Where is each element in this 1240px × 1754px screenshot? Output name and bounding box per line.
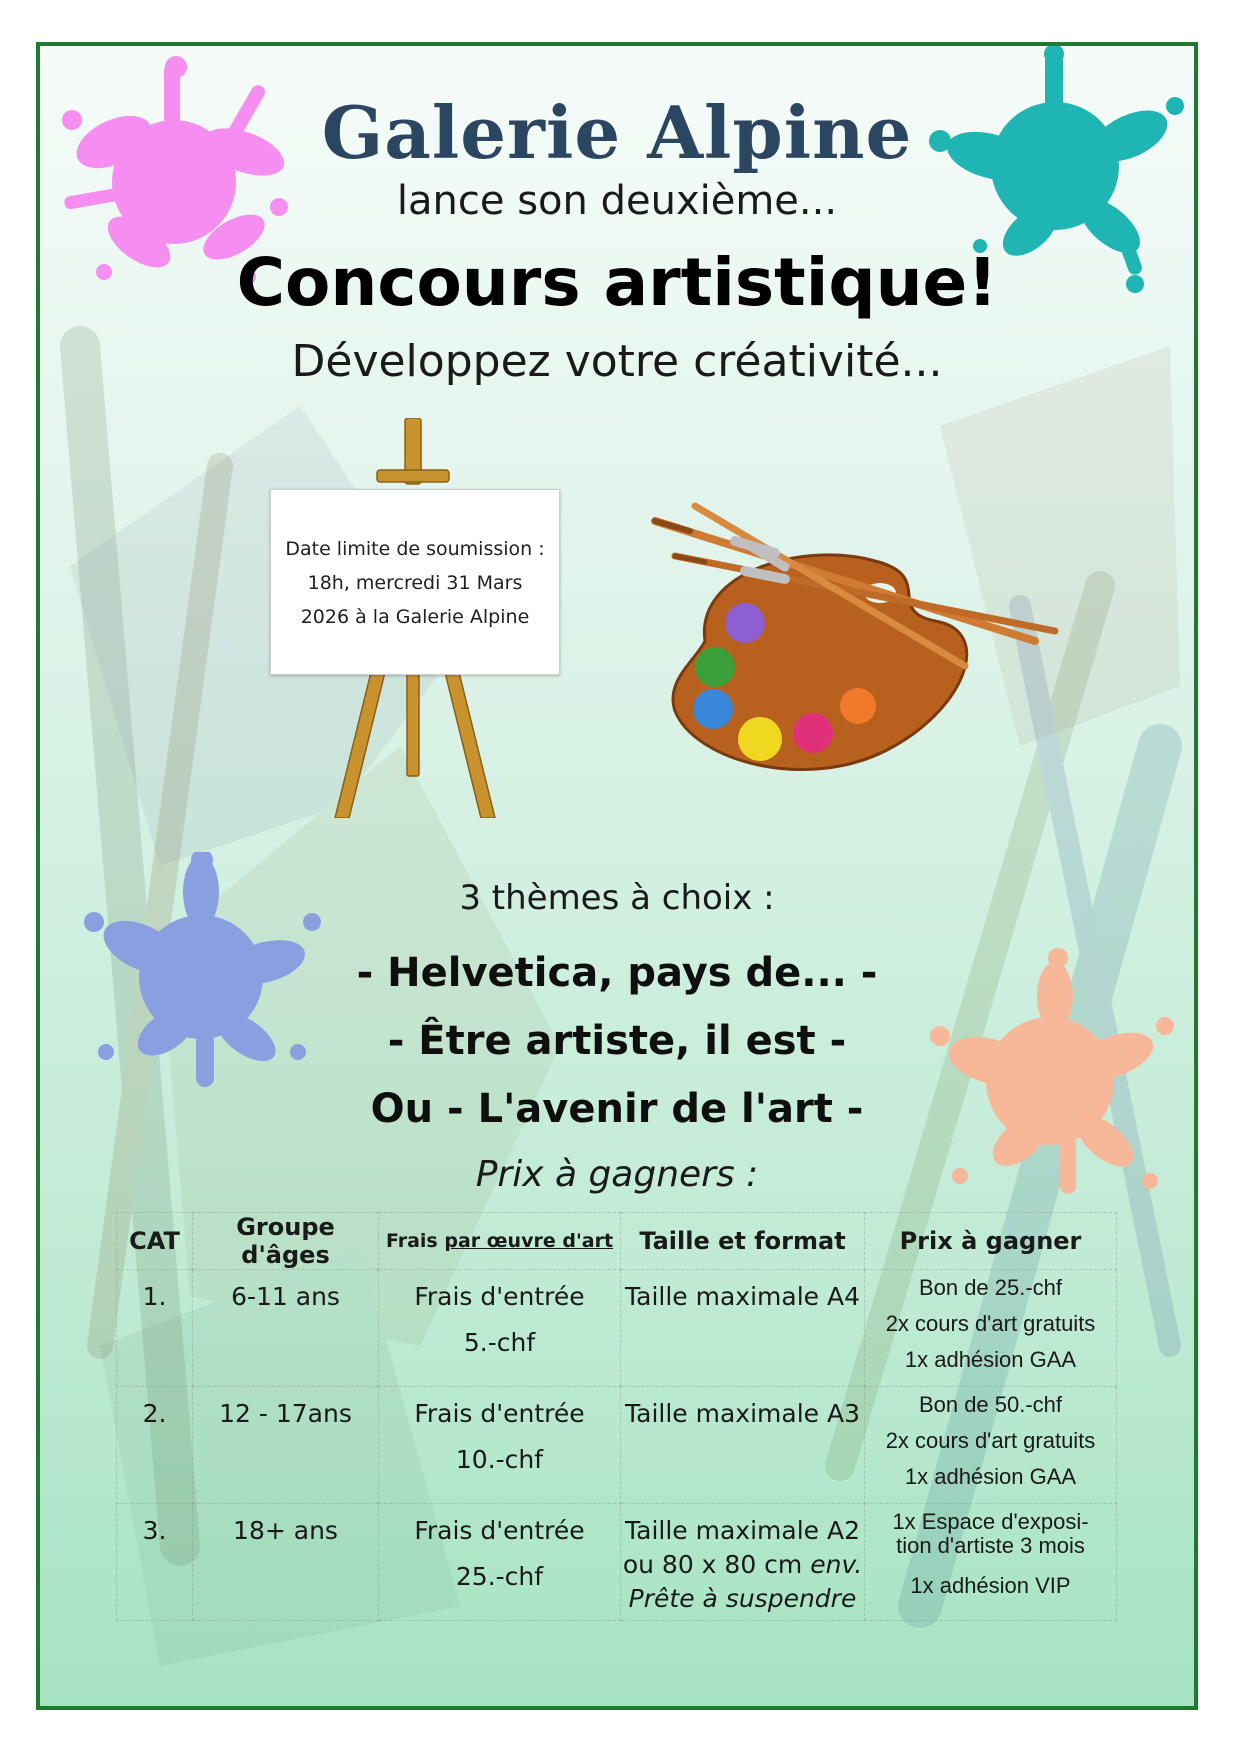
header-size-format: Taille et format <box>621 1213 865 1270</box>
size-line-1: Taille maximale A2 <box>625 1516 860 1545</box>
header-fee-underlined: par œuvre d'art <box>444 1230 614 1252</box>
deadline-card <box>270 489 560 675</box>
fee-label: Frais d'entrée <box>414 1516 585 1545</box>
prize-cell <box>865 1270 1117 1387</box>
prize-item: 2x cours d'art gratuits <box>885 1428 1096 1453</box>
header-age-group: Groupe d'âges <box>193 1213 379 1270</box>
fee-cell <box>379 1387 621 1504</box>
size-line-2 <box>621 1548 864 1582</box>
deadline-line-1: Date limite de soumission : <box>285 538 545 560</box>
fee-cell <box>379 1504 621 1621</box>
intro-text: lance son deuxième... <box>396 178 838 224</box>
header-fee-prefix: Frais <box>385 1230 445 1252</box>
prize-item: tion d'artiste 3 mois <box>896 1533 1085 1558</box>
age-cell: 18+ ans <box>193 1504 379 1621</box>
deadline-line-2: 18h, mercredi 31 Mars <box>307 572 523 594</box>
prize-cell <box>865 1504 1117 1621</box>
size-line-2-text: ou 80 x 80 cm <box>622 1550 811 1579</box>
cat-cell: 1. <box>117 1270 193 1387</box>
theme-item: - Être artiste, il est - <box>387 1018 847 1064</box>
prize-item: 2x cours d'art gratuits <box>885 1311 1096 1336</box>
fee-amount: 5.-chf <box>463 1328 536 1357</box>
poster <box>36 42 1198 1710</box>
prize-item: 1x adhésion GAA <box>904 1464 1077 1489</box>
size-cell: Taille maximale A3 <box>621 1387 865 1504</box>
prize-item: Bon de 50.-chf <box>918 1392 1063 1417</box>
fee-amount: 10.-chf <box>455 1445 544 1474</box>
size-line-2-italic: env. <box>810 1550 863 1579</box>
size-line-3: Prête à suspendre <box>628 1584 857 1613</box>
table-row <box>117 1270 1117 1387</box>
size-cell <box>621 1504 865 1621</box>
cat-cell: 2. <box>117 1387 193 1504</box>
theme-item: Ou - L'avenir de l'art - <box>370 1086 864 1132</box>
fee-label: Frais d'entrée <box>414 1282 585 1311</box>
fee-amount: 25.-chf <box>455 1562 544 1591</box>
table-row <box>117 1387 1117 1504</box>
prizes-label: Prix à gagners : <box>475 1154 759 1195</box>
fee-label: Frais d'entrée <box>414 1399 585 1428</box>
prize-cell <box>865 1387 1117 1504</box>
prize-item: 1x adhésion VIP <box>910 1573 1071 1598</box>
age-cell: 6-11 ans <box>193 1270 379 1387</box>
prize-item: 1x Espace d'exposi- <box>892 1509 1089 1534</box>
age-cell: 12 - 17ans <box>193 1387 379 1504</box>
contest-headline: Concours artistique! <box>236 244 998 321</box>
tagline: Développez votre créativité... <box>291 336 943 387</box>
theme-item: - Helvetica, pays de... - <box>356 950 878 996</box>
cat-cell: 3. <box>117 1504 193 1621</box>
table-row <box>117 1504 1117 1621</box>
table-header-row <box>117 1213 1117 1270</box>
header-cat: CAT <box>117 1213 193 1270</box>
categories-table <box>116 1212 1117 1621</box>
themes-label: 3 thèmes à choix : <box>459 878 775 918</box>
deadline-line-3: 2026 à la Galerie Alpine <box>300 606 530 628</box>
size-cell: Taille maximale A4 <box>621 1270 865 1387</box>
prize-item: 1x adhésion GAA <box>904 1347 1077 1372</box>
header-fee <box>379 1213 621 1270</box>
header-prize: Prix à gagner <box>865 1213 1117 1270</box>
paint-palette-icon <box>635 501 1155 791</box>
fee-cell <box>379 1270 621 1387</box>
gallery-title: Galerie Alpine <box>321 90 913 175</box>
prize-item: Bon de 25.-chf <box>918 1275 1063 1300</box>
